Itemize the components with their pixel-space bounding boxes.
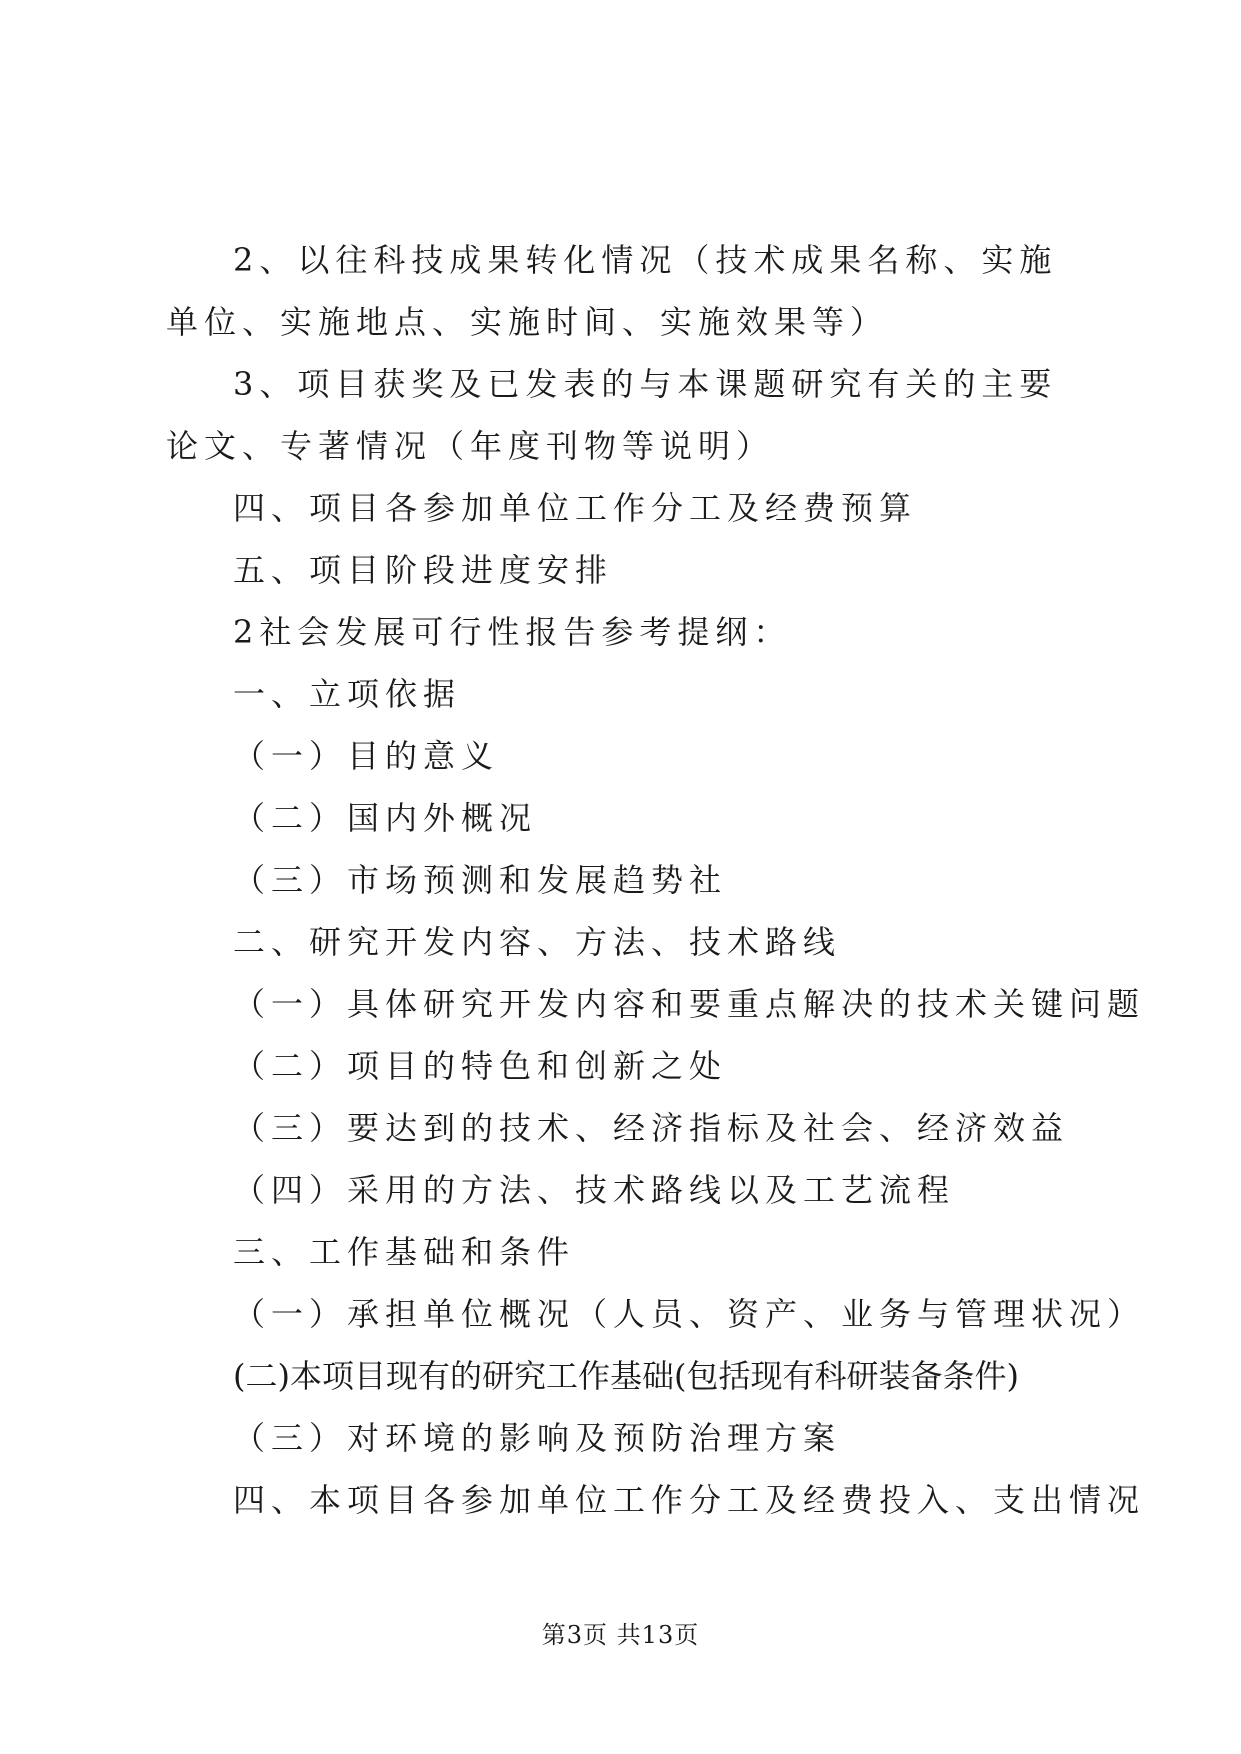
item-features-innovation: （二）项目的特色和创新之处 xyxy=(233,1047,728,1085)
item-environmental-impact: （三）对环境的影响及预防治理方案 xyxy=(233,1419,842,1457)
heading-research-content: 二、研究开发内容、方法、技术路线 xyxy=(233,923,842,961)
heading-schedule: 五、项目阶段进度安排 xyxy=(233,551,614,589)
heading-work-foundation: 三、工作基础和条件 xyxy=(233,1233,576,1271)
document-body xyxy=(166,229,1146,1531)
heading-funding-expenditure: 四、本项目各参加单位工作分工及经费投入、支出情况 xyxy=(233,1481,1146,1519)
page-number-footer: 第3页 共13页 xyxy=(541,1621,700,1649)
item-targets-benefits: （三）要达到的技术、经济指标及社会、经济效益 xyxy=(233,1109,1070,1147)
heading-outline-title: 2社会发展可行性报告参考提纲： xyxy=(233,613,792,651)
item-purpose: （一）目的意义 xyxy=(233,737,500,775)
heading-division-budget: 四、项目各参加单位工作分工及经费预算 xyxy=(233,489,918,527)
item-domestic-overview: （二）国内外概况 xyxy=(233,799,538,837)
item-methods-process: （四）采用的方法、技术路线以及工艺流程 xyxy=(233,1171,956,1209)
paragraph-awards-papers: 3、项目获奖及已发表的与本课题研究有关的主要论文、专著情况（年度刊物等说明） xyxy=(166,365,1058,465)
item-unit-overview: （一）承担单位概况（人员、资产、业务与管理状况） xyxy=(233,1295,1146,1333)
item-market-forecast: （三）市场预测和发展趋势社 xyxy=(233,861,728,899)
paragraph-achievement-transfer: 2、以往科技成果转化情况（技术成果名称、实施单位、实施地点、实施时间、实施效果等） xyxy=(166,241,1058,341)
item-key-problems: （一）具体研究开发内容和要重点解决的技术关键问题 xyxy=(233,985,1146,1023)
heading-project-basis: 一、立项依据 xyxy=(233,675,462,713)
item-existing-foundation: (二)本项目现有的研究工作基础(包括现有科研装备条件) xyxy=(233,1357,1019,1395)
